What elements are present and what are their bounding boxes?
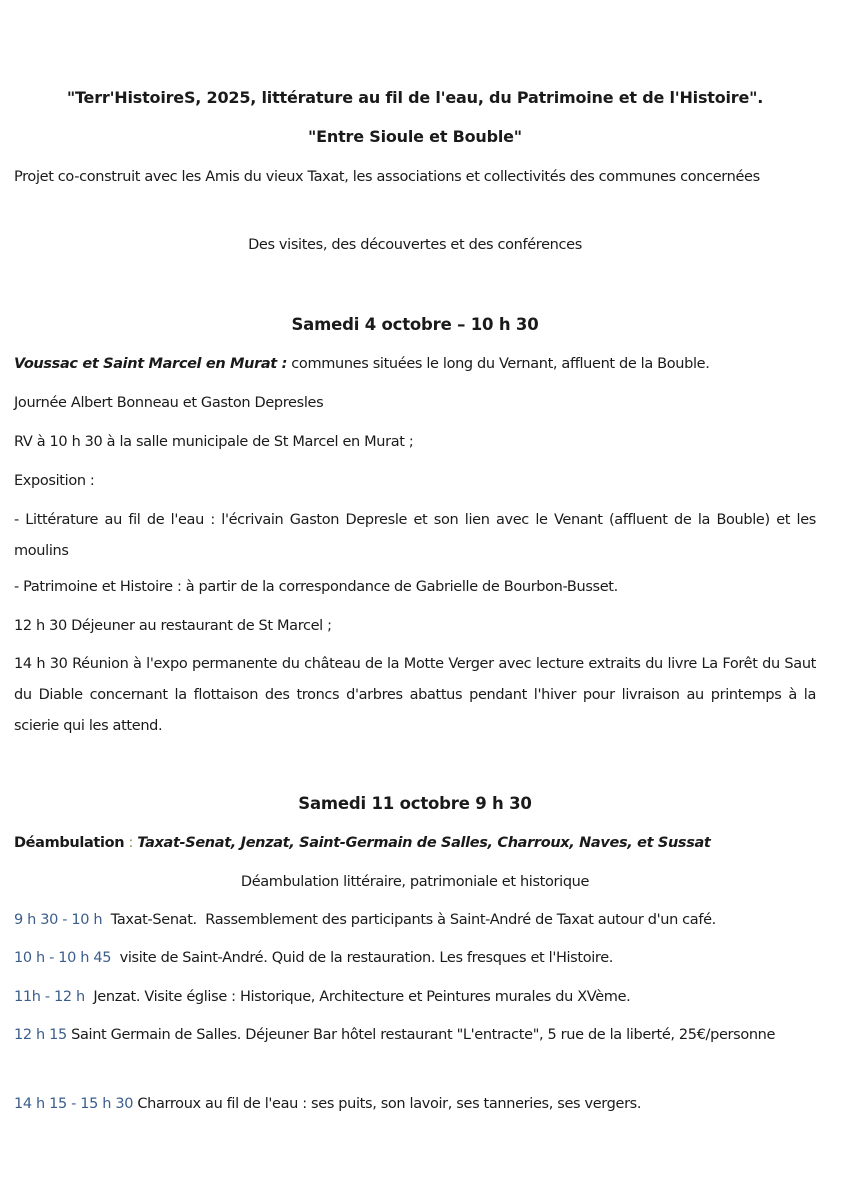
day1-lunch: 12 h 30 Déjeuner au restaurant de St Marcel ; [14,618,332,634]
day1-journee: Journée Albert Bonneau et Gaston Depresles [14,395,324,411]
schedule-item [14,1089,816,1120]
day1-afternoon: 14 h 30 Réunion à l'expo permanente du château de la Motte Verger avec lecture extraits du livre La Forêt du Saut du Diable concernant la flottaison des troncs d'arbres abattus pendant l'hiver pour livraison au printemps à la scierie qui les attend. [14,656,816,734]
deambulation-colon: : [124,835,138,851]
schedule-time: 12 h 15 [14,1027,67,1043]
day2-heading: Samedi 11 octobre 9 h 30 [298,794,532,813]
day1-exposition-label: Exposition : [14,473,95,489]
schedule-item [14,982,816,1013]
deambulation-places: Taxat-Senat, Jenzat, Saint-Germain de Salles, Charroux, Naves, et Sussat [137,835,711,851]
schedule-text: Charroux au fil de l'eau : ses puits, son lavoir, ses tanneries, ses vergers. [133,1096,642,1112]
day2-deambulation [14,828,816,859]
document-title: "Terr'HistoireS, 2025, littérature au fil de l'eau, du Patrimoine et de l'Histoire". [66,88,764,107]
schedule-item [14,943,816,974]
document-subtitle: "Entre Sioule et Bouble" [308,127,522,146]
schedule-item [14,1020,816,1051]
schedule-item [14,905,816,936]
day2-subheading: Déambulation littéraire, patrimoniale et historique [240,874,590,890]
schedule-text: Saint Germain de Salles. Déjeuner Bar hôtel restaurant "L'entracte", 5 rue de la liberté, 25€/personne [66,1027,776,1043]
deambulation-label: Déambulation [14,835,125,851]
intro-paragraph: Projet co-construit avec les Amis du vieux Taxat, les associations et collectivités des communes concernées [14,169,760,185]
schedule-text: Jenzat. Visite église : Historique, Architecture et Peintures murales du XVème. [84,989,631,1005]
tagline: Des visites, des découvertes et des conférences [248,237,582,253]
schedule-text: visite de Saint-André. Quid de la restauration. Les fresques et l'Histoire. [111,950,614,966]
day1-rv: RV à 10 h 30 à la salle municipale de St Marcel en Murat ; [14,434,414,450]
schedule-time: 9 h 30 - 10 h [14,912,103,928]
schedule-time: 10 h - 10 h 45 [14,950,112,966]
day1-expo-item: - Patrimoine et Histoire : à partir de la correspondance de Gabrielle de Bourbon-Busset. [14,579,618,595]
schedule-text: Taxat-Senat. Rassemblement des participants à Saint-André de Taxat autour d'un café. [102,912,716,928]
schedule-time: 11h - 12 h [14,989,85,1005]
day1-location-label: Voussac et Saint Marcel en Murat : [14,356,288,372]
day1-location-desc: communes situées le long du Vernant, affluent de la Bouble. [287,356,710,372]
day1-expo-item: - Littérature au fil de l'eau : l'écrivain Gaston Depresle et son lien avec le Venant (affluent de la Bouble) et les moulins [14,512,816,559]
day1-location [14,349,816,380]
schedule-time: 14 h 15 - 15 h 30 [14,1096,134,1112]
day1-heading: Samedi 4 octobre – 10 h 30 [291,315,539,334]
